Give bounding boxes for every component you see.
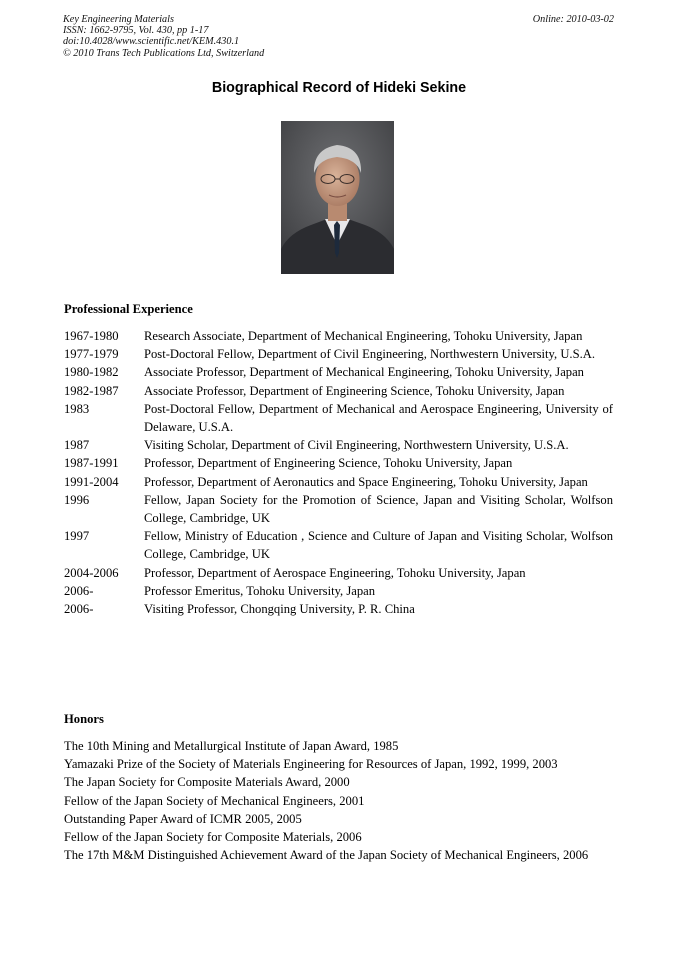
- experience-row: [64, 491, 613, 527]
- experience-years: 1980-1982: [64, 365, 119, 380]
- experience-row: [64, 382, 613, 400]
- experience-row: [64, 600, 613, 618]
- journal-copyright: © 2010 Trans Tech Publications Ltd, Switzerland: [63, 47, 265, 59]
- experience-description: Fellow, Ministry of Education , Science and Culture of Japan and Visiting Scholar, Wolfson College, Cambridge, UK: [144, 529, 613, 562]
- journal-header: [63, 14, 264, 59]
- experience-row: [64, 582, 613, 600]
- experience-years: 1997: [64, 529, 90, 544]
- honor-item: Yamazaki Prize of the Society of Materials Engineering for Resources of Japan, 1992, 1999, 2003: [64, 757, 558, 772]
- experience-description: Professor, Department of Aeronautics and Space Engineering, Tohoku University, Japan: [144, 474, 588, 489]
- experience-years: 1996: [64, 492, 90, 507]
- honor-item: The 10th Mining and Metallurgical Institute of Japan Award, 1985: [64, 739, 399, 753]
- experience-description: Visiting Scholar, Department of Civil Engineering, Northwestern University, U.S.A.: [144, 438, 569, 453]
- experience-years: 2004-2006: [64, 565, 119, 580]
- experience-row: [64, 436, 613, 454]
- experience-row: [64, 345, 613, 363]
- online-date: Online: 2010-03-02: [532, 14, 614, 25]
- experience-years: 1991-2004: [64, 474, 119, 489]
- honor-item: The 17th M&M Distinguished Achievement Award of the Japan Society of Mechanical Engineers, 2006: [64, 848, 589, 863]
- journal-name: Key Engineering Materials: [63, 14, 174, 25]
- experience-years: 1977-1979: [64, 347, 119, 362]
- experience-row: [64, 564, 613, 582]
- experience-row: [64, 327, 613, 345]
- honor-item: The Japan Society for Composite Materials Award, 2000: [64, 775, 350, 790]
- experience-years: 1987-1991: [64, 456, 119, 471]
- honors-heading: Honors: [64, 712, 104, 726]
- experience-row: [64, 454, 613, 472]
- experience-years: 1987: [64, 438, 90, 453]
- experience-row: [64, 400, 613, 436]
- experience-years: 1967-1980: [64, 329, 119, 343]
- experience-list: [64, 327, 613, 618]
- page-title: Biographical Record of Hideki Sekine: [211, 80, 467, 96]
- portrait-photo: [281, 121, 394, 274]
- experience-description: Associate Professor, Department of Mechanical Engineering, Tohoku University, Japan: [144, 365, 584, 380]
- experience-years: 1983: [64, 401, 90, 416]
- honor-item: Outstanding Paper Award of ICMR 2005, 2005: [64, 811, 302, 826]
- experience-description: Professor, Department of Engineering Science, Tohoku University, Japan: [144, 456, 513, 471]
- experience-row: [64, 527, 613, 563]
- journal-doi: doi:10.4028/www.scientific.net/KEM.430.1: [63, 36, 240, 48]
- experience-years: 2006-: [64, 583, 94, 598]
- journal-issn: ISSN: 1662-9795, Vol. 430, pp 1-17: [63, 25, 209, 37]
- honor-item: Fellow of the Japan Society of Mechanical Engineers, 2001: [64, 793, 365, 808]
- experience-description: Post-Doctoral Fellow, Department of Mechanical and Aerospace Engineering, University of Delaware, U.S.A.: [144, 401, 613, 435]
- experience-description: Fellow, Japan Society for the Promotion of Science, Japan and Visiting Scholar, Wolfson College, Cambridge, UK: [144, 492, 613, 526]
- experience-description: Professor, Department of Aerospace Engineering, Tohoku University, Japan: [144, 565, 526, 580]
- professional-experience-heading: Professional Experience: [64, 302, 193, 316]
- experience-description: Professor Emeritus, Tohoku University, Japan: [144, 583, 376, 598]
- honors-list: [64, 737, 613, 864]
- experience-description: Visiting Professor, Chongqing University, P. R. China: [144, 602, 415, 617]
- experience-years: 1982-1987: [64, 383, 119, 398]
- experience-description: Research Associate, Department of Mechanical Engineering, Tohoku University, Japan: [144, 329, 583, 343]
- experience-row: [64, 363, 613, 381]
- honor-item: Fellow of the Japan Society for Composite Materials, 2006: [64, 830, 362, 845]
- experience-years: 2006-: [64, 602, 94, 617]
- experience-row: [64, 473, 613, 491]
- experience-description: Associate Professor, Department of Engineering Science, Tohoku University, Japan: [144, 383, 565, 398]
- experience-description: Post-Doctoral Fellow, Department of Civil Engineering, Northwestern University, U.S.A.: [144, 347, 595, 362]
